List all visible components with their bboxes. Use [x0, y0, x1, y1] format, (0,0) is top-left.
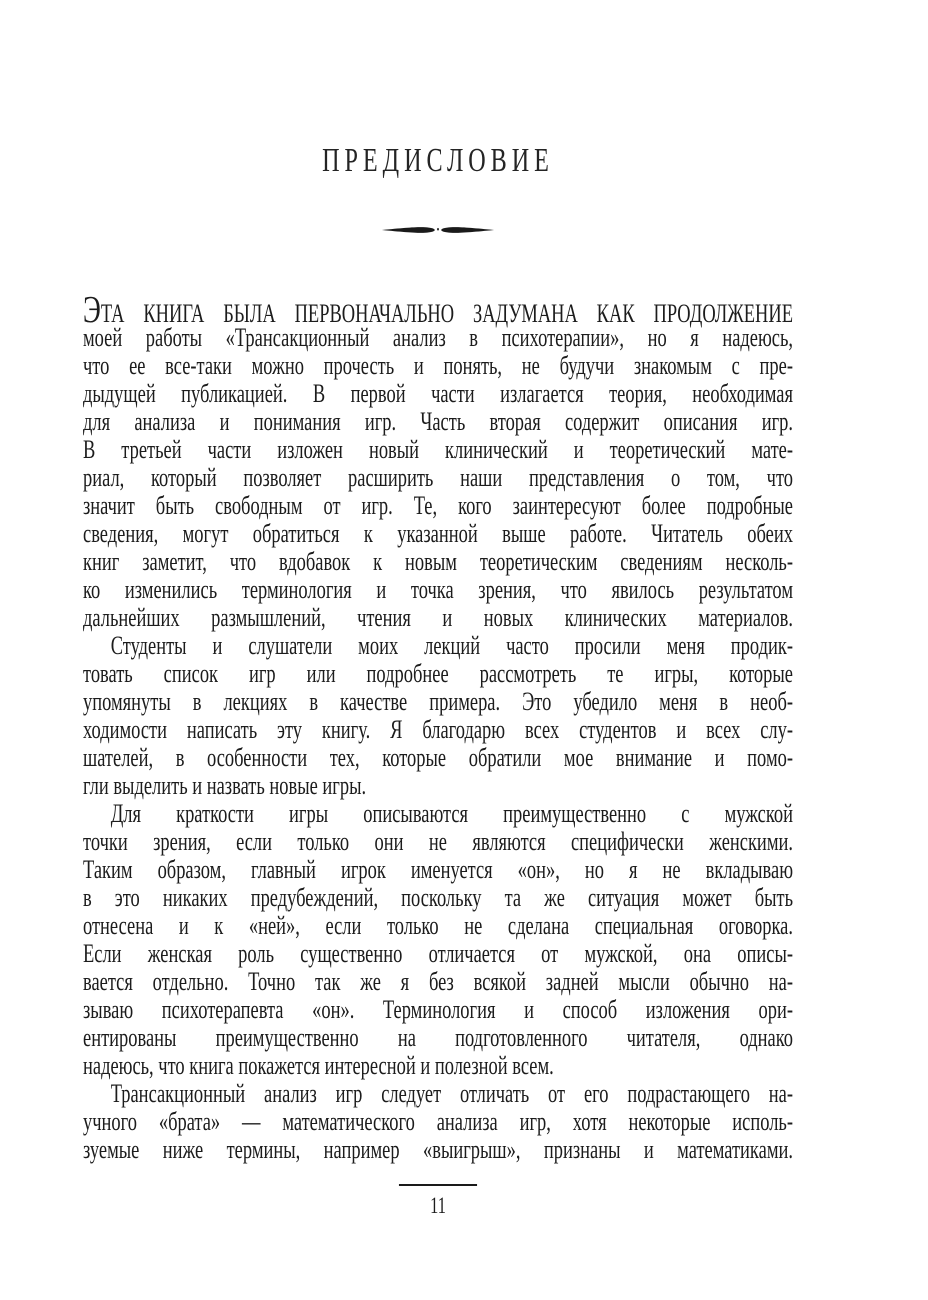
page-title: ПРЕДИСЛОВИЕ: [322, 142, 554, 179]
text-line: Трансакционный анализ игр следует отличать от его подрастающего на-: [110, 1079, 793, 1108]
text-line: отнесена и к «ней», если только не сделана специальная оговорка.: [83, 911, 793, 940]
text-line: сведения, могут обратиться к указанной выше работе. Читатель обеих: [83, 519, 793, 548]
text-line: Для краткости игры описываются преимущественно с мужской: [110, 799, 793, 828]
text-line: гли выделить и назвать новые игры.: [83, 771, 367, 800]
text-line: ентированы преимущественно на подготовленного читателя, однако: [83, 1023, 793, 1052]
text-line: шателей, в особенности тех, которые обратили мое внимание и помо-: [83, 743, 793, 772]
paragraph: [83, 632, 793, 800]
text-line: Таким образом, главный игрок именуется «он», но я не вкладываю: [83, 855, 793, 884]
lead-caps-text: ТА КНИГА БЫЛА ПЕРВОНАЧАЛЬНО ЗАДУМАНА КАК ПРОДОЛЖЕНИЕ: [100, 299, 794, 328]
text-line: В третьей части изложен новый клинический и теоретический мате-: [83, 435, 793, 464]
text-line: точки зрения, если только они не являются специфически женскими.: [83, 827, 793, 856]
text-line: что ее все-таки можно прочесть и понять, не будучи знакомым с пре-: [83, 351, 793, 380]
text-line: дальнейших размышлений, чтения и новых клинических материалов.: [83, 603, 793, 632]
footer-rule: [399, 1184, 477, 1186]
text-line: книг заметит, что вдобавок к новым теоретическим сведениям несколь-: [83, 547, 793, 576]
text-line-lead: [83, 289, 794, 331]
lead-initial: Э: [83, 289, 101, 331]
text-line: Если женская роль существенно отличается от мужской, она описы-: [83, 939, 793, 968]
text-line: зываю психотерапевта «он». Терминология и способ изложения ори-: [83, 995, 793, 1024]
text-line: в это никаких предубеждений, поскольку та же ситуация может быть: [83, 883, 793, 912]
page-number: 11: [430, 1193, 446, 1218]
text-line: моей работы «Трансакционный анализ в психотерапии», но я надеюсь,: [83, 323, 793, 352]
paragraph: [83, 1080, 793, 1164]
text-line: вается отдельно. Точно так же я без всякой задней мысли обычно на-: [83, 967, 793, 996]
paragraph: [83, 800, 793, 1080]
paragraph: [83, 289, 794, 632]
text-line: зуемые ниже термины, например «выигрыш», признаны и математиками.: [83, 1135, 793, 1164]
text-line: ходимости написать эту книгу. Я благодарю всех студентов и всех слу-: [83, 715, 793, 744]
text-line: риал, который позволяет расширить наши представления о том, что: [83, 463, 793, 492]
text-line: товать список игр или подробнее рассмотреть те игры, которые: [83, 659, 793, 688]
text-line: дыдущей публикацией. В первой части излагается теория, необходимая: [83, 379, 793, 408]
text-line: значит быть свободным от игр. Те, кого заинтересуют более подробные: [83, 491, 793, 520]
text-line: учного «брата» — математического анализа игр, хотя некоторые исполь-: [83, 1107, 793, 1136]
text-line: для анализа и понимания игр. Часть вторая содержит описания игр.: [83, 407, 793, 436]
text-line: упомянуты в лекциях в качестве примера. Это убедило меня в необ-: [83, 687, 793, 716]
fleuron-divider-icon: [83, 224, 793, 236]
text-line: Студенты и слушатели моих лекций часто просили меня продик-: [110, 631, 793, 660]
body-text: [83, 289, 794, 1164]
text-column: [83, 0, 793, 1300]
text-line: надеюсь, что книга покажется интересной и полезной всем.: [83, 1051, 554, 1080]
text-line: ко изменились терминология и точка зрения, что явилось результатом: [83, 575, 793, 604]
